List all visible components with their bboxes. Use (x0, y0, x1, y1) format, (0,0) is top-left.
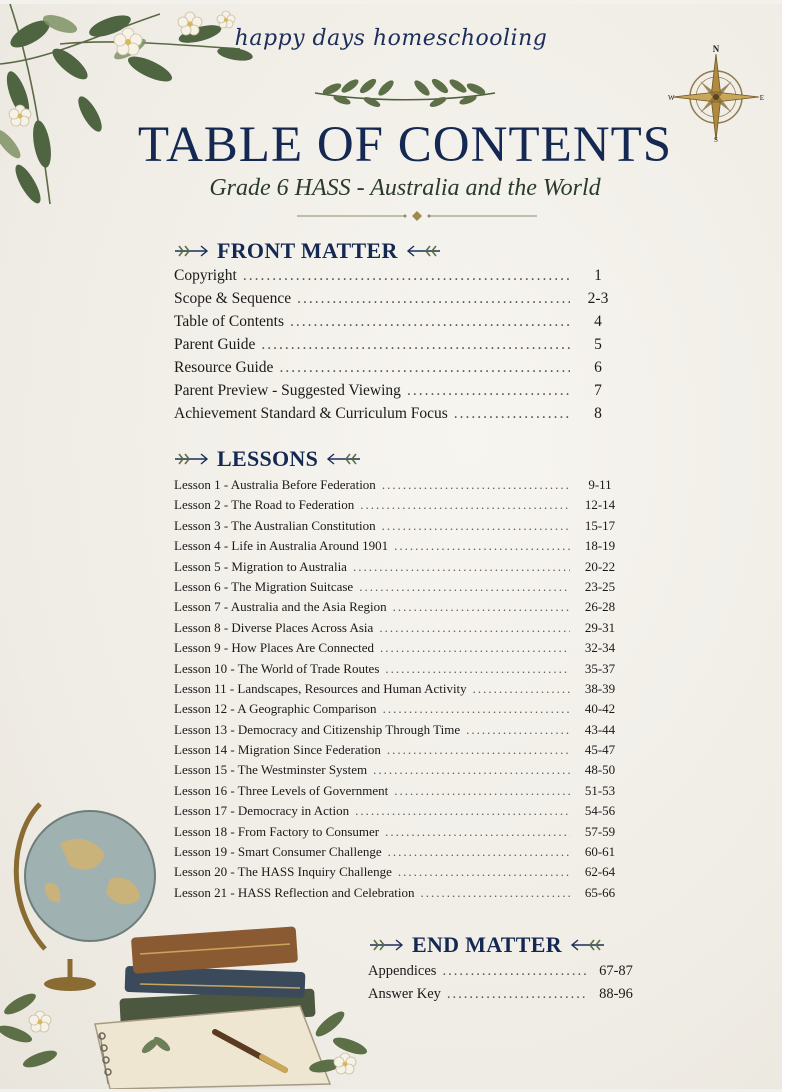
toc-row[interactable]: Copyright ..... 1 (174, 267, 620, 290)
toc-row[interactable]: Lesson 6 - The Migration Suitcase ..... 23-25 (174, 579, 624, 599)
leaf-branch-icon (310, 76, 500, 110)
arrow-leaf-icon (173, 452, 209, 466)
front-matter-heading (173, 238, 442, 264)
toc-row[interactable]: Lesson 16 - Three Levels of Government ..... 51-53 (174, 783, 624, 803)
toc-row[interactable]: Lesson 14 - Migration Since Federation ..... 45-47 (174, 742, 624, 762)
brand-name: happy days homeschooling (234, 26, 548, 51)
lessons-title: LESSONS (217, 446, 319, 471)
front-matter-title: FRONT MATTER (217, 238, 398, 263)
toc-row[interactable]: Appendices ..... 67-87 (368, 963, 640, 986)
svg-text:S: S (714, 136, 718, 142)
toc-row[interactable]: Parent Preview - Suggested Viewing ..... 7 (174, 382, 620, 405)
toc-row[interactable]: Scope & Sequence ..... 2-3 (174, 290, 620, 313)
page-title: TABLE OF CONTENTS (137, 117, 673, 173)
toc-row[interactable]: Lesson 4 - Life in Australia Around 1901 ..... 18-19 (174, 538, 624, 558)
front-matter-list (174, 267, 620, 428)
toc-row[interactable]: Lesson 1 - Australia Before Federation ..... 9-11 (174, 477, 624, 497)
arrow-leaf-icon (406, 244, 442, 258)
end-matter-title: END MATTER (412, 932, 562, 957)
svg-text:E: E (759, 94, 764, 102)
toc-row[interactable]: Lesson 17 - Democracy in Action ..... 54-56 (174, 803, 624, 823)
toc-row[interactable]: Lesson 20 - The HASS Inquiry Challenge ..... 62-64 (174, 864, 624, 884)
toc-row[interactable]: Lesson 19 - Smart Consumer Challenge ..... 60-61 (174, 844, 624, 864)
arrow-leaf-icon (173, 244, 209, 258)
toc-row[interactable]: Parent Guide ..... 5 (174, 336, 620, 359)
end-matter-heading (368, 932, 606, 958)
lessons-heading (173, 446, 362, 472)
toc-row[interactable]: Lesson 3 - The Australian Constitution ..... 15-17 (174, 518, 624, 538)
toc-row[interactable]: Lesson 7 - Australia and the Asia Region ..... 26-28 (174, 599, 624, 619)
page-subtitle: Grade 6 HASS - Australia and the World (209, 175, 601, 201)
toc-row[interactable]: Answer Key ..... 88-96 (368, 986, 640, 1009)
toc-page (0, 4, 782, 1089)
toc-row[interactable]: Lesson 2 - The Road to Federation ..... 12-14 (174, 497, 624, 517)
study-illustration (0, 784, 390, 1089)
toc-row[interactable]: Lesson 9 - How Places Are Connected ..... 32-34 (174, 640, 624, 660)
page-edge (782, 0, 794, 1092)
toc-row[interactable]: Lesson 5 - Migration to Australia ..... 20-22 (174, 559, 624, 579)
toc-row[interactable]: Table of Contents ..... 4 (174, 313, 620, 336)
arrow-leaf-icon (570, 938, 606, 952)
end-matter-list (368, 963, 640, 1009)
toc-row[interactable]: Lesson 21 - HASS Reflection and Celebration ..... 65-66 (174, 885, 624, 905)
toc-row[interactable]: Lesson 13 - Democracy and Citizenship Through Time ..... 43-44 (174, 722, 624, 742)
toc-row[interactable]: Resource Guide ..... 6 (174, 359, 620, 382)
toc-row[interactable]: Lesson 10 - The World of Trade Routes ..... 35-37 (174, 661, 624, 681)
toc-row[interactable]: Achievement Standard & Curriculum Focus ..... 8 (174, 405, 620, 428)
toc-row[interactable]: Lesson 11 - Landscapes, Resources and Human Activity ..... 38-39 (174, 681, 624, 701)
toc-row[interactable]: Lesson 12 - A Geographic Comparison ..... 40-42 (174, 701, 624, 721)
arrow-leaf-icon (326, 452, 362, 466)
toc-row[interactable]: Lesson 18 - From Factory to Consumer ..... 57-59 (174, 824, 624, 844)
divider-ornament (297, 209, 537, 223)
svg-text:N: N (712, 44, 720, 54)
toc-row[interactable]: Lesson 8 - Diverse Places Across Asia ..... 29-31 (174, 620, 624, 640)
toc-row[interactable]: Lesson 15 - The Westminster System ..... 48-50 (174, 762, 624, 782)
svg-text:W: W (668, 94, 675, 102)
